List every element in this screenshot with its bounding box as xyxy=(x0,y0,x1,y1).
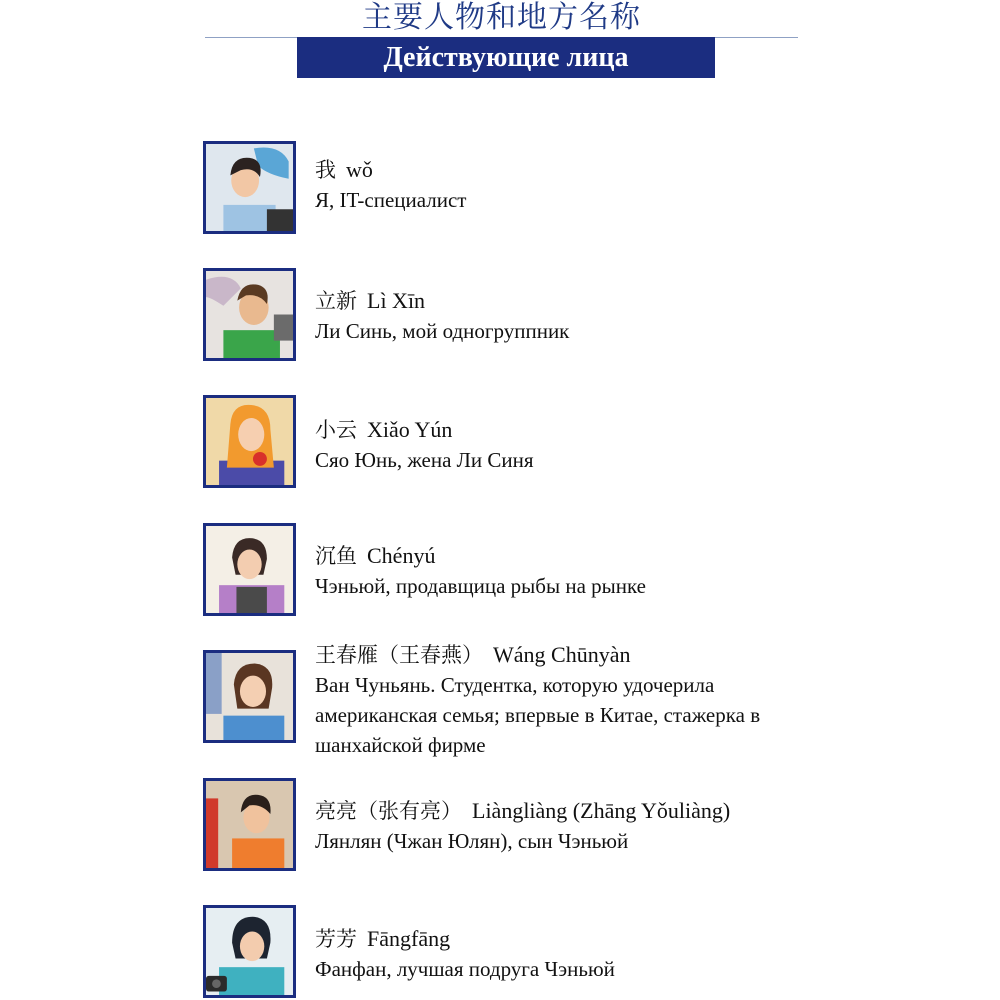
character-description: Фанфан, лучшая подруга Чэньюй xyxy=(315,957,615,981)
character-description: Ван Чуньянь. Студентка, которую удочерила американская семья; впервые в Китае, стажерка в шанхайской фирме xyxy=(315,673,761,757)
character-hanzi: 亮亮（张有亮） xyxy=(315,799,462,823)
character-pinyin: Xiǎo Yún xyxy=(367,417,453,442)
character-description: Я, IT-специалист xyxy=(315,188,467,212)
character-description: Чэньюй, продавщица рыбы на рынке xyxy=(315,574,646,598)
character-pinyin: Liàngliàng (Zhāng Yǒuliàng) xyxy=(472,798,731,823)
boy-orange-shirt-portrait xyxy=(203,778,296,871)
character-name-line xyxy=(315,640,630,670)
character-description: Ли Синь, мой одногруппник xyxy=(315,319,570,343)
character-description: Сяо Юнь, жена Ли Синя xyxy=(315,448,534,472)
young-man-green-shirt-portrait xyxy=(203,268,296,361)
character-hanzi: 小云 xyxy=(315,418,357,442)
page-title-chinese: 主要人物和地方名称 xyxy=(362,0,641,35)
character-pinyin: Fāngfāng xyxy=(367,926,451,951)
page-title-russian: Действующие лица xyxy=(297,37,715,78)
character-name-line xyxy=(315,155,373,185)
character-name-line xyxy=(315,796,730,826)
character-name-line xyxy=(315,415,452,445)
smiling-woman-portrait xyxy=(203,650,296,743)
character-name-line xyxy=(315,541,435,571)
man-at-computer-portrait xyxy=(203,141,296,234)
character-hanzi: 王春雁（王春燕） xyxy=(315,643,483,667)
character-hanzi: 沉鱼 xyxy=(315,544,357,568)
character-name-line xyxy=(315,924,450,954)
woman-apron-portrait xyxy=(203,523,296,616)
character-hanzi: 芳芳 xyxy=(315,927,357,951)
character-name-line xyxy=(315,286,425,316)
character-pinyin: Chényú xyxy=(367,543,436,568)
character-description: Лянлян (Чжан Юлян), сын Чэньюй xyxy=(315,829,629,853)
blonde-woman-portrait xyxy=(203,395,296,488)
woman-camera-portrait xyxy=(203,905,296,998)
character-hanzi: 立新 xyxy=(315,289,357,313)
character-pinyin: Wáng Chūnyàn xyxy=(493,642,631,667)
character-hanzi: 我 xyxy=(315,158,336,182)
character-pinyin: Lì Xīn xyxy=(367,288,426,313)
character-pinyin: wǒ xyxy=(346,157,373,182)
